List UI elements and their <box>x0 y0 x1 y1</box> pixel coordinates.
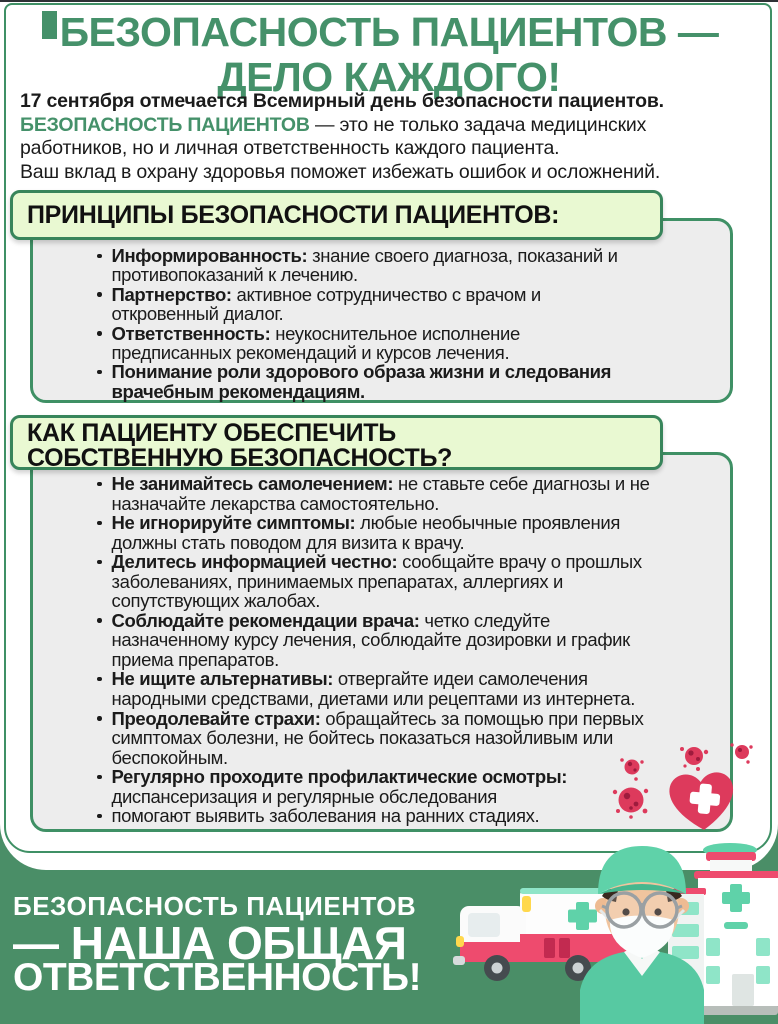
intro-paragraph <box>20 90 764 184</box>
bullet-dot <box>97 292 102 297</box>
text-line: Ответственность: неукоснительное исполнение <box>95 324 727 343</box>
bullet-dot <box>97 521 102 526</box>
bullet-dot <box>97 370 102 375</box>
text-line: Партнерство: активное сотрудничество с врачом и <box>95 285 727 304</box>
text-line: Понимание роли здорового образа жизни и следования <box>95 362 727 381</box>
text-line: 17 сентября отмечается Всемирный день безопасности пациентов. <box>20 90 664 112</box>
text-line: симптомах болезни, не бойтесь показаться назойливым или <box>111 727 613 749</box>
section-how-to-header <box>10 415 663 470</box>
text-line: Преодолевайте страхи: обращайтесь за помощью при первых <box>95 709 727 729</box>
text-line: должны стать поводом для визита к врачу. <box>111 531 465 553</box>
bullet-dot <box>97 254 102 259</box>
poster-title-line2: ДЕЛО КАЖДОГО! <box>217 54 561 100</box>
bullet-dot <box>97 618 102 623</box>
text-line: врачебным рекомендациям. <box>111 380 365 402</box>
banner-line3: ОТВЕТСТВЕННОСТЬ! <box>13 956 422 999</box>
text-line: Не игнорируйте симптомы: любые необычные проявления <box>95 513 727 533</box>
poster-title-line1: БЕЗОПАСНОСТЬ ПАЦИЕНТОВ — <box>59 9 719 55</box>
text-line: Ваш вклад в охрану здоровья поможет избежать ошибок и осложнений. <box>20 160 661 183</box>
text-line: Соблюдайте рекомендации врача: четко следуйте <box>95 611 727 631</box>
bullet-dot <box>97 775 102 780</box>
bullet-dot <box>97 331 102 336</box>
text-line: беспокойным. <box>111 746 228 768</box>
text-line: Не занимайтесь самолечением: не ставьте себе диагнозы и не <box>95 474 727 494</box>
bullet-dot <box>97 482 102 487</box>
bullet-dot <box>97 677 102 682</box>
text-line: БЕЗОПАСНОСТЬ ПАЦИЕНТОВ — это не только задача медицинских <box>20 113 647 136</box>
text-line: заболеваниях, принимаемых препаратах, аллергиях и <box>111 570 564 592</box>
section-principles-list <box>95 246 727 401</box>
bullet-dot <box>97 716 102 721</box>
virus-icon <box>613 788 648 819</box>
text-line: Регулярно проходите профилактические осмотры: <box>95 767 727 787</box>
banner-illustration <box>440 840 778 1024</box>
text-line: противопоказаний к лечению. <box>111 264 358 286</box>
banner-line1: БЕЗОПАСНОСТЬ ПАЦИЕНТОВ <box>13 891 417 921</box>
bullet-dot <box>97 814 102 819</box>
text-line: диспансеризация и регулярные обследования <box>111 785 497 807</box>
top-edge-line <box>0 0 778 2</box>
text-line: Делитесь информацией честно: сообщайте врачу о прошлых <box>95 552 727 572</box>
section-header-line: КАК ПАЦИЕНТУ ОБЕСПЕЧИТЬ <box>27 419 396 447</box>
heart-with-cross-icon <box>664 768 740 834</box>
section-header-line: ПРИНЦИПЫ БЕЗОПАСНОСТИ ПАЦИЕНТОВ: <box>27 201 560 229</box>
text-line: предписанных рекомендаций и курсов лечения. <box>111 342 510 364</box>
section-header-line: СОБСТВЕННУЮ БЕЗОПАСНОСТЬ? <box>27 443 453 472</box>
text-line: помогают выявить заболевания на ранних стадиях. <box>95 806 727 826</box>
bullet-dot <box>97 560 102 565</box>
virus-icon <box>620 758 644 781</box>
text-line: откровенный диалог. <box>111 303 284 325</box>
text-line: сопутствующих жалобах. <box>111 590 321 612</box>
text-line: народными средствами, диетами или рецептами из интернета. <box>111 688 636 710</box>
poster-title <box>0 10 778 100</box>
banner-line2: — НАША ОБЩАЯ <box>13 917 407 969</box>
text-line: назначайте лекарства самостоятельно. <box>111 492 440 514</box>
text-line: Не ищите альтернативы: отвергайте идеи самолечения <box>95 669 727 689</box>
section-principles-header <box>10 190 663 240</box>
text-line: приема препаратов. <box>111 648 279 670</box>
text-line: работников, но и личная ответственность каждого пациента. <box>20 137 560 160</box>
virus-icon <box>730 743 752 763</box>
text-line: Информированность: знание своего диагноза, показаний и <box>95 246 727 265</box>
text-line: назначенному курсу лечения, соблюдайте дозировки и график <box>111 629 630 651</box>
